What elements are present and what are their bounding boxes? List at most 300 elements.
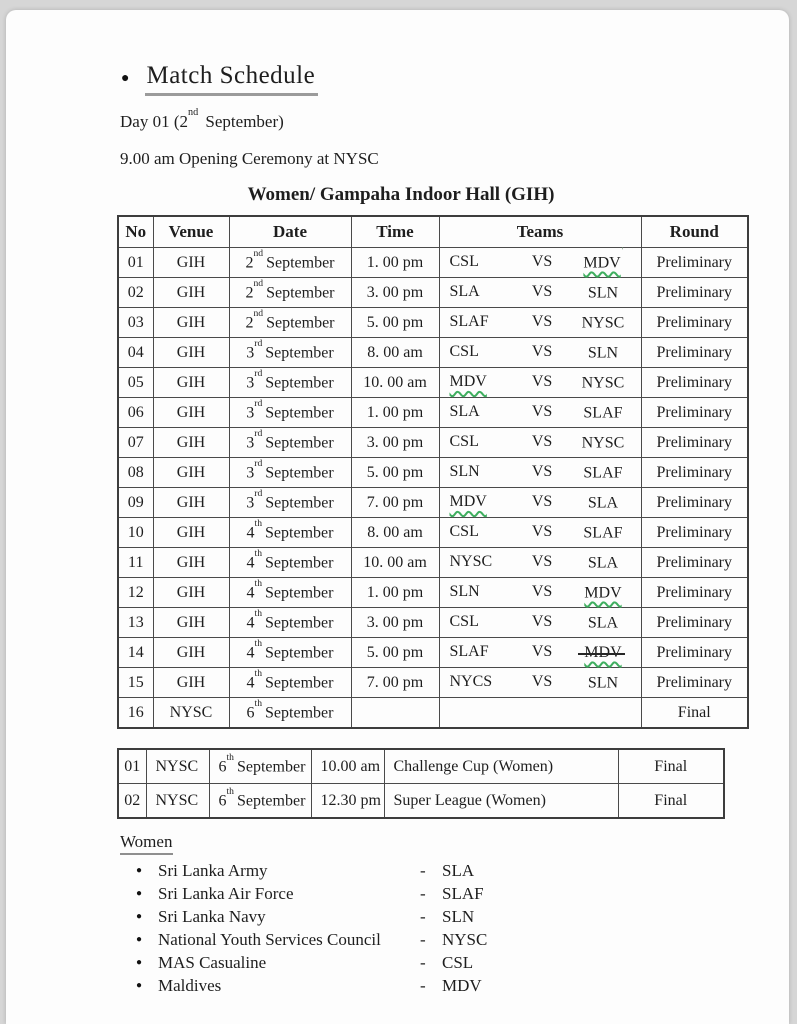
date-month: September <box>265 494 334 512</box>
team1-wrap <box>448 283 514 301</box>
table-row <box>118 278 748 308</box>
date-cell <box>229 338 351 368</box>
table-row <box>118 668 748 698</box>
date-month: September <box>265 674 334 692</box>
team1-wrap <box>448 433 514 451</box>
team1-wrap <box>448 613 514 631</box>
teams-cell <box>439 518 641 548</box>
page-content <box>6 10 783 997</box>
team2-wrap <box>570 613 636 632</box>
date-cell <box>209 784 311 819</box>
schedule-table-header <box>118 216 748 248</box>
dash-separator: - <box>420 883 426 903</box>
team2-name: NYSC <box>581 374 625 392</box>
date-day: 4 <box>246 614 255 632</box>
venue-cell: GIH <box>153 638 229 668</box>
venue-cell: NYSC <box>146 784 209 819</box>
day-label-ordinal: nd <box>187 106 199 118</box>
team2-wrap <box>570 553 636 572</box>
date-day: 4 <box>246 554 255 572</box>
table-row <box>118 308 748 338</box>
team1-wrap <box>448 403 514 421</box>
team1-name: SLAF <box>449 643 489 661</box>
team-abbreviation: NYSC <box>442 929 488 949</box>
bullet-icon: ● <box>121 71 130 86</box>
teams-layout <box>448 463 637 482</box>
team2-name: SLA <box>587 614 619 632</box>
column-header-teams: Teams <box>439 216 641 248</box>
date-cell <box>229 668 351 698</box>
date-ordinal: th <box>254 607 263 619</box>
legend <box>120 832 747 997</box>
team1-name: SLA <box>449 403 480 421</box>
teams-cell <box>439 698 641 729</box>
round-cell: Final <box>641 698 748 729</box>
round-cell: Preliminary <box>641 278 748 308</box>
team1-wrap <box>448 313 514 331</box>
venue-cell: GIH <box>153 338 229 368</box>
team-abbreviation: SLA <box>442 860 475 880</box>
date-ordinal: nd <box>253 277 264 289</box>
day-label <box>120 106 747 132</box>
venue-cell: NYSC <box>146 749 209 784</box>
bullet-icon: ● <box>135 865 143 876</box>
team-full-name: Maldives <box>158 975 222 995</box>
round-cell: Preliminary <box>641 518 748 548</box>
round-cell: Preliminary <box>641 428 748 458</box>
time-cell: 1. 00 pm <box>351 578 439 608</box>
table-row <box>118 368 748 398</box>
legend-list <box>120 859 747 997</box>
round-cell: Preliminary <box>641 578 748 608</box>
date-ordinal: nd <box>253 307 264 319</box>
team2-name: SLAF <box>583 404 623 422</box>
bullet-icon: ● <box>135 957 143 968</box>
teams-cell <box>439 458 641 488</box>
dash-separator: - <box>420 952 426 972</box>
team2-wrap <box>570 283 636 302</box>
round-cell: Preliminary <box>641 458 748 488</box>
time-cell: 10. 00 am <box>351 548 439 578</box>
teams-cell <box>439 368 641 398</box>
time-cell: 3. 00 pm <box>351 278 439 308</box>
date-cell <box>229 638 351 668</box>
teams-cell <box>439 638 641 668</box>
date-cell <box>229 458 351 488</box>
date-cell <box>209 749 311 784</box>
team2-wrap <box>570 673 636 692</box>
match-no-cell: 04 <box>118 338 153 368</box>
date-month: September <box>265 644 334 662</box>
team2-wrap <box>570 703 636 722</box>
team-full-name: Sri Lanka Army <box>158 860 268 880</box>
table-row <box>118 698 748 729</box>
team1-name: CSL <box>449 613 479 631</box>
legend-heading: Women <box>120 832 173 855</box>
team1-name: SLAF <box>449 313 489 331</box>
team-abbreviation: CSL <box>442 952 474 972</box>
date-month: September <box>265 704 334 722</box>
date-day: 3 <box>246 374 255 392</box>
time-cell: 8. 00 am <box>351 338 439 368</box>
title-row <box>121 62 747 96</box>
list-item <box>120 905 747 928</box>
team1-name: MDV <box>449 373 487 391</box>
date-ordinal: rd <box>254 457 263 469</box>
vs-label: VS <box>531 643 553 661</box>
date-ordinal: th <box>226 751 234 763</box>
teams-cell <box>439 578 641 608</box>
team1-name: MDV <box>449 493 487 511</box>
teams-layout <box>448 703 637 722</box>
venue-cell: GIH <box>153 278 229 308</box>
table-row <box>118 638 748 668</box>
table-row <box>118 608 748 638</box>
team2-name: SLN <box>587 674 619 692</box>
team2-wrap <box>570 343 636 362</box>
date-day: 3 <box>246 434 255 452</box>
date-day: 6 <box>246 704 255 722</box>
team1-name: CSL <box>449 253 479 271</box>
date-day: 4 <box>246 644 255 662</box>
team2-wrap <box>570 643 636 662</box>
date-ordinal: rd <box>254 397 263 409</box>
teams-cell <box>439 398 641 428</box>
match-no-cell: 08 <box>118 458 153 488</box>
team2-wrap <box>570 523 636 542</box>
dash-separator: - <box>420 975 426 995</box>
vs-label: VS <box>531 613 553 631</box>
date-day: 3 <box>246 344 255 362</box>
vs-label: VS <box>531 583 553 601</box>
round-cell: Preliminary <box>641 548 748 578</box>
team2-name: SLAF <box>583 464 623 482</box>
date-ordinal: th <box>254 517 263 529</box>
vs-label: VS <box>531 463 553 481</box>
time-cell: 8. 00 am <box>351 518 439 548</box>
table-row <box>118 428 748 458</box>
match-no-cell: 06 <box>118 398 153 428</box>
team1-wrap <box>448 673 514 691</box>
date-month: September <box>266 314 335 332</box>
teams-layout <box>448 613 637 632</box>
day-label-suffix: September) <box>201 112 284 131</box>
venue-cell: GIH <box>153 548 229 578</box>
date-month: September <box>265 464 334 482</box>
team1-wrap <box>448 643 514 661</box>
team2-wrap <box>570 583 636 602</box>
dash-separator: - <box>420 929 426 949</box>
vs-label: VS <box>531 493 553 511</box>
round-cell: Preliminary <box>641 368 748 398</box>
teams-layout <box>448 403 637 422</box>
teams-layout <box>448 433 637 452</box>
date-month: September <box>265 374 334 392</box>
venue-cell: GIH <box>153 578 229 608</box>
team2-wrap <box>570 245 636 272</box>
date-day: 6 <box>218 758 227 776</box>
round-cell: Preliminary <box>641 248 748 278</box>
date-day: 3 <box>246 404 255 422</box>
date-cell <box>229 398 351 428</box>
date-ordinal: th <box>226 785 234 797</box>
date-day: 2 <box>245 314 254 332</box>
round-cell: Preliminary <box>641 668 748 698</box>
vs-label: VS <box>531 523 553 541</box>
time-cell: 12.30 pm <box>311 784 384 819</box>
column-header-venue: Venue <box>153 216 229 248</box>
list-item <box>120 974 747 997</box>
teams-layout <box>448 493 637 512</box>
teams-cell <box>439 338 641 368</box>
time-cell: 5. 00 pm <box>351 308 439 338</box>
vs-label: VS <box>531 313 553 331</box>
team-full-name: MAS Casualine <box>158 952 267 972</box>
date-day: 4 <box>246 674 255 692</box>
team-abbreviation: MDV <box>442 975 482 995</box>
schedule-table <box>117 215 749 729</box>
teams-cell <box>439 245 641 278</box>
team1-name: NYSC <box>449 553 493 571</box>
date-ordinal: th <box>254 547 263 559</box>
teams-cell <box>439 308 641 338</box>
team2-name: MDV <box>583 254 621 272</box>
teams-layout <box>448 583 637 602</box>
vs-label: VS <box>531 403 553 421</box>
match-no-cell: 11 <box>118 548 153 578</box>
date-ordinal: rd <box>254 337 263 349</box>
date-cell <box>229 368 351 398</box>
team2-wrap <box>570 433 636 452</box>
table-row <box>118 749 724 784</box>
venue-cell: GIH <box>153 518 229 548</box>
teams-layout <box>448 523 637 542</box>
date-ordinal: nd <box>253 247 264 259</box>
vs-label: VS <box>531 343 553 361</box>
time-cell <box>351 698 439 729</box>
team2-wrap <box>570 313 636 332</box>
match-no-cell: 02 <box>118 278 153 308</box>
team2-name: SLAF <box>583 524 623 542</box>
vs-label: VS <box>531 373 553 391</box>
date-month: September <box>265 614 334 632</box>
date-ordinal: th <box>254 697 263 709</box>
date-ordinal: th <box>254 637 263 649</box>
date-day: 6 <box>218 792 227 810</box>
team2-wrap <box>570 463 636 482</box>
date-day: 2 <box>245 254 254 272</box>
teams-cell <box>439 668 641 698</box>
team1-wrap <box>448 373 514 391</box>
time-cell: 5. 00 pm <box>351 638 439 668</box>
vs-label: VS <box>531 253 553 271</box>
column-header-no: No <box>118 216 153 248</box>
round-cell: Final <box>618 749 724 784</box>
team2-wrap <box>570 373 636 392</box>
date-ordinal: rd <box>254 487 263 499</box>
date-month: September <box>236 758 306 776</box>
table-row <box>118 488 748 518</box>
venue-cell: GIH <box>153 368 229 398</box>
teams-layout <box>448 313 637 332</box>
match-no-cell: 02 <box>118 784 146 819</box>
table-row <box>118 458 748 488</box>
team2-name: MDV <box>584 644 622 662</box>
match-no-cell: 01 <box>118 749 146 784</box>
stray-mark: ' <box>621 245 624 257</box>
bullet-icon: ● <box>135 888 143 899</box>
dash-separator: - <box>420 860 426 880</box>
date-cell <box>229 698 351 729</box>
time-cell: 10.00 am <box>311 749 384 784</box>
table-row <box>118 784 724 819</box>
venue-cell: GIH <box>153 308 229 338</box>
bullet-icon: ● <box>135 911 143 922</box>
teams-layout <box>448 283 637 302</box>
table-row <box>118 548 748 578</box>
table-row <box>118 518 748 548</box>
team1-wrap <box>448 253 514 271</box>
team2-name: NYSC <box>581 434 625 452</box>
team1-name: SLN <box>449 583 480 601</box>
date-cell <box>229 488 351 518</box>
date-cell <box>229 518 351 548</box>
match-no-cell: 12 <box>118 578 153 608</box>
date-month: September <box>265 524 334 542</box>
round-cell: Preliminary <box>641 338 748 368</box>
date-ordinal: rd <box>254 367 263 379</box>
venue-cell: GIH <box>153 488 229 518</box>
teams-cell <box>439 548 641 578</box>
venue-cell: NYSC <box>153 698 229 729</box>
teams-layout <box>448 553 637 572</box>
team-full-name: Sri Lanka Navy <box>158 906 266 926</box>
column-header-round: Round <box>641 216 748 248</box>
teams-layout <box>448 343 637 362</box>
date-day: 3 <box>246 464 255 482</box>
opening-ceremony-label: 9.00 am Opening Ceremony at NYSC <box>120 149 379 168</box>
teams-layout <box>448 245 637 272</box>
vs-label: VS <box>531 433 553 451</box>
round-cell: Preliminary <box>641 488 748 518</box>
team-full-name: National Youth Services Council <box>158 929 381 949</box>
teams-cell <box>439 608 641 638</box>
venue-cell: GIH <box>153 458 229 488</box>
teams-layout <box>448 673 637 692</box>
team2-wrap <box>570 403 636 422</box>
team2-name: SLN <box>587 344 619 362</box>
table-title: Women/ Gampaha Indoor Hall (GIH) <box>247 184 555 205</box>
match-no-cell: 09 <box>118 488 153 518</box>
time-cell: 7. 00 pm <box>351 488 439 518</box>
date-month: September <box>265 554 334 572</box>
team1-wrap <box>448 553 514 571</box>
team1-wrap <box>448 583 514 601</box>
teams-layout <box>448 373 637 392</box>
teams-cell <box>439 278 641 308</box>
venue-cell: GIH <box>153 248 229 278</box>
team1-wrap <box>448 523 514 541</box>
date-month: September <box>236 792 306 810</box>
date-cell <box>229 308 351 338</box>
team2-name: SLA <box>587 554 619 572</box>
date-month: September <box>265 584 334 602</box>
vs-label: VS <box>531 553 553 571</box>
vs-label: VS <box>531 283 553 301</box>
team1-name: NYCS <box>449 673 493 691</box>
date-day: 4 <box>246 524 255 542</box>
team1-name: SLN <box>449 463 480 481</box>
table-row <box>118 338 748 368</box>
list-item <box>120 928 747 951</box>
date-month: September <box>266 284 335 302</box>
time-cell: 10. 00 am <box>351 368 439 398</box>
document-page <box>6 10 789 1024</box>
event-cell: Challenge Cup (Women) <box>384 749 618 784</box>
time-cell: 5. 00 pm <box>351 458 439 488</box>
list-item <box>120 951 747 974</box>
round-cell: Final <box>618 784 724 819</box>
day-label-prefix: Day 01 (2 <box>120 112 188 131</box>
date-month: September <box>266 254 335 272</box>
team1-wrap <box>448 463 514 481</box>
column-header-date: Date <box>229 216 351 248</box>
teams-cell <box>439 488 641 518</box>
teams-layout <box>448 643 637 662</box>
match-no-cell: 01 <box>118 248 153 278</box>
match-no-cell: 15 <box>118 668 153 698</box>
date-cell <box>229 278 351 308</box>
list-item <box>120 859 747 882</box>
date-day: 4 <box>246 584 255 602</box>
time-cell: 1. 00 pm <box>351 248 439 278</box>
team2-name: SLN <box>587 284 619 302</box>
list-item <box>120 882 747 905</box>
date-day: 2 <box>245 284 254 302</box>
time-cell: 7. 00 pm <box>351 668 439 698</box>
venue-cell: GIH <box>153 608 229 638</box>
date-cell <box>229 248 351 278</box>
date-ordinal: th <box>254 577 263 589</box>
venue-cell: GIH <box>153 428 229 458</box>
date-month: September <box>265 434 334 452</box>
vs-label: VS <box>531 673 553 691</box>
date-day: 3 <box>246 494 255 512</box>
date-ordinal: rd <box>254 427 263 439</box>
date-ordinal: th <box>254 667 263 679</box>
finals-table <box>117 748 725 819</box>
date-cell <box>229 428 351 458</box>
team1-name: CSL <box>449 343 479 361</box>
table-row <box>118 578 748 608</box>
team1-name: CSL <box>449 433 479 451</box>
team1-wrap <box>448 493 514 511</box>
match-no-cell: 07 <box>118 428 153 458</box>
round-cell: Preliminary <box>641 308 748 338</box>
venue-cell: GIH <box>153 398 229 428</box>
team1-wrap <box>448 343 514 361</box>
event-cell: Super League (Women) <box>384 784 618 819</box>
match-no-cell: 10 <box>118 518 153 548</box>
date-cell <box>229 578 351 608</box>
page-title: Match Schedule <box>145 62 318 96</box>
match-no-cell: 14 <box>118 638 153 668</box>
match-no-cell: 03 <box>118 308 153 338</box>
round-cell: Preliminary <box>641 638 748 668</box>
match-no-cell: 16 <box>118 698 153 729</box>
match-no-cell: 05 <box>118 368 153 398</box>
team2-wrap <box>570 493 636 512</box>
